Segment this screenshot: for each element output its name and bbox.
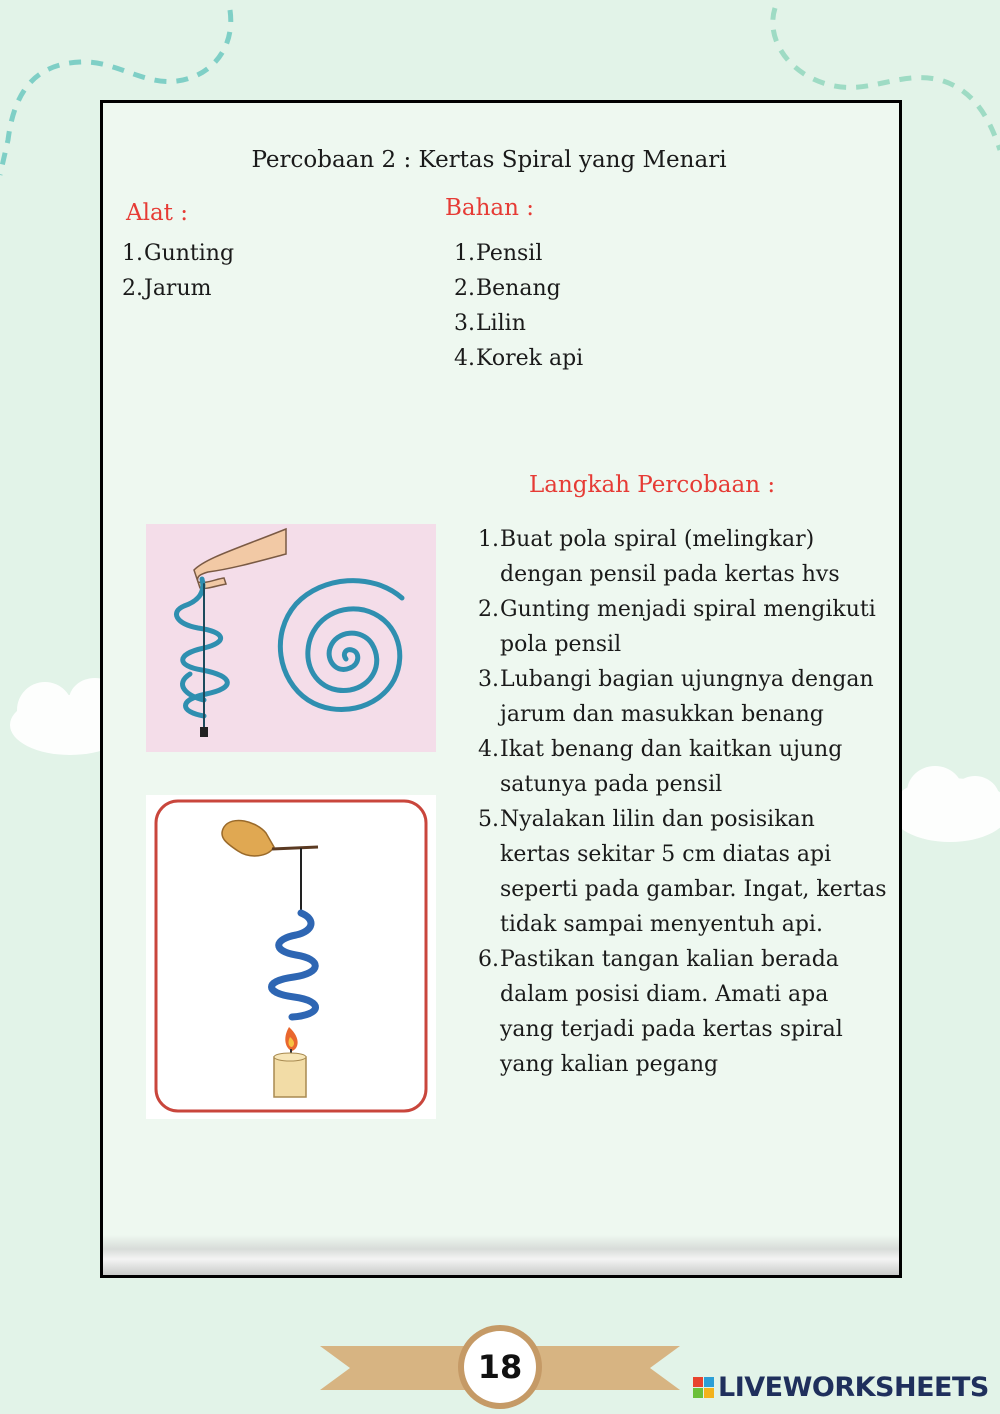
page-number: 18	[464, 1331, 536, 1403]
bahan-heading: Bahan :	[445, 195, 535, 221]
list-item: 4. Korek api	[454, 346, 584, 371]
alat-list	[122, 236, 234, 306]
alat-heading: Alat :	[126, 200, 188, 226]
list-item: 3. Lubangi bagian ujungnya dengan jarum dan masukkan benang	[478, 667, 874, 727]
liveworksheets-icon	[693, 1377, 714, 1398]
brand-logo	[693, 1372, 989, 1403]
list-item: 4. Ikat benang dan kaitkan ujung satunya pada pensil	[478, 737, 843, 797]
langkah-heading: Langkah Percobaan :	[529, 472, 776, 498]
candle-illustration	[146, 795, 436, 1119]
list-item: 5. Nyalakan lilin dan posisikan kertas sekitar 5 cm diatas api seperti pada gambar. Ingat, kertas tidak sampai menyentuh api.	[478, 807, 887, 937]
list-item: 3. Lilin	[454, 311, 526, 336]
langkah-list	[478, 522, 888, 1082]
list-item: 2. Jarum	[122, 276, 212, 301]
list-item: 2. Benang	[454, 276, 561, 301]
bottom-bar	[103, 1235, 899, 1275]
list-item: 6. Pastikan tangan kalian berada dalam posisi diam. Amati apa yang terjadi pada kertas spiral yang kalian pegang	[478, 947, 843, 1077]
brand-name: LIVEWORKSHEETS	[718, 1372, 989, 1403]
page-number-badge	[458, 1325, 542, 1409]
spiral-illustration	[146, 524, 436, 752]
list-item: 2. Gunting menjadi spiral mengikuti pola pensil	[478, 597, 876, 657]
list-item: 1. Gunting	[122, 241, 235, 266]
bahan-list	[454, 236, 583, 376]
list-item: 1. Pensil	[454, 241, 543, 266]
page-title: Percobaan 2 : Kertas Spiral yang Menari	[251, 147, 727, 173]
list-item: 1. Buat pola spiral (melingkar) dengan pensil pada kertas hvs	[478, 527, 840, 587]
